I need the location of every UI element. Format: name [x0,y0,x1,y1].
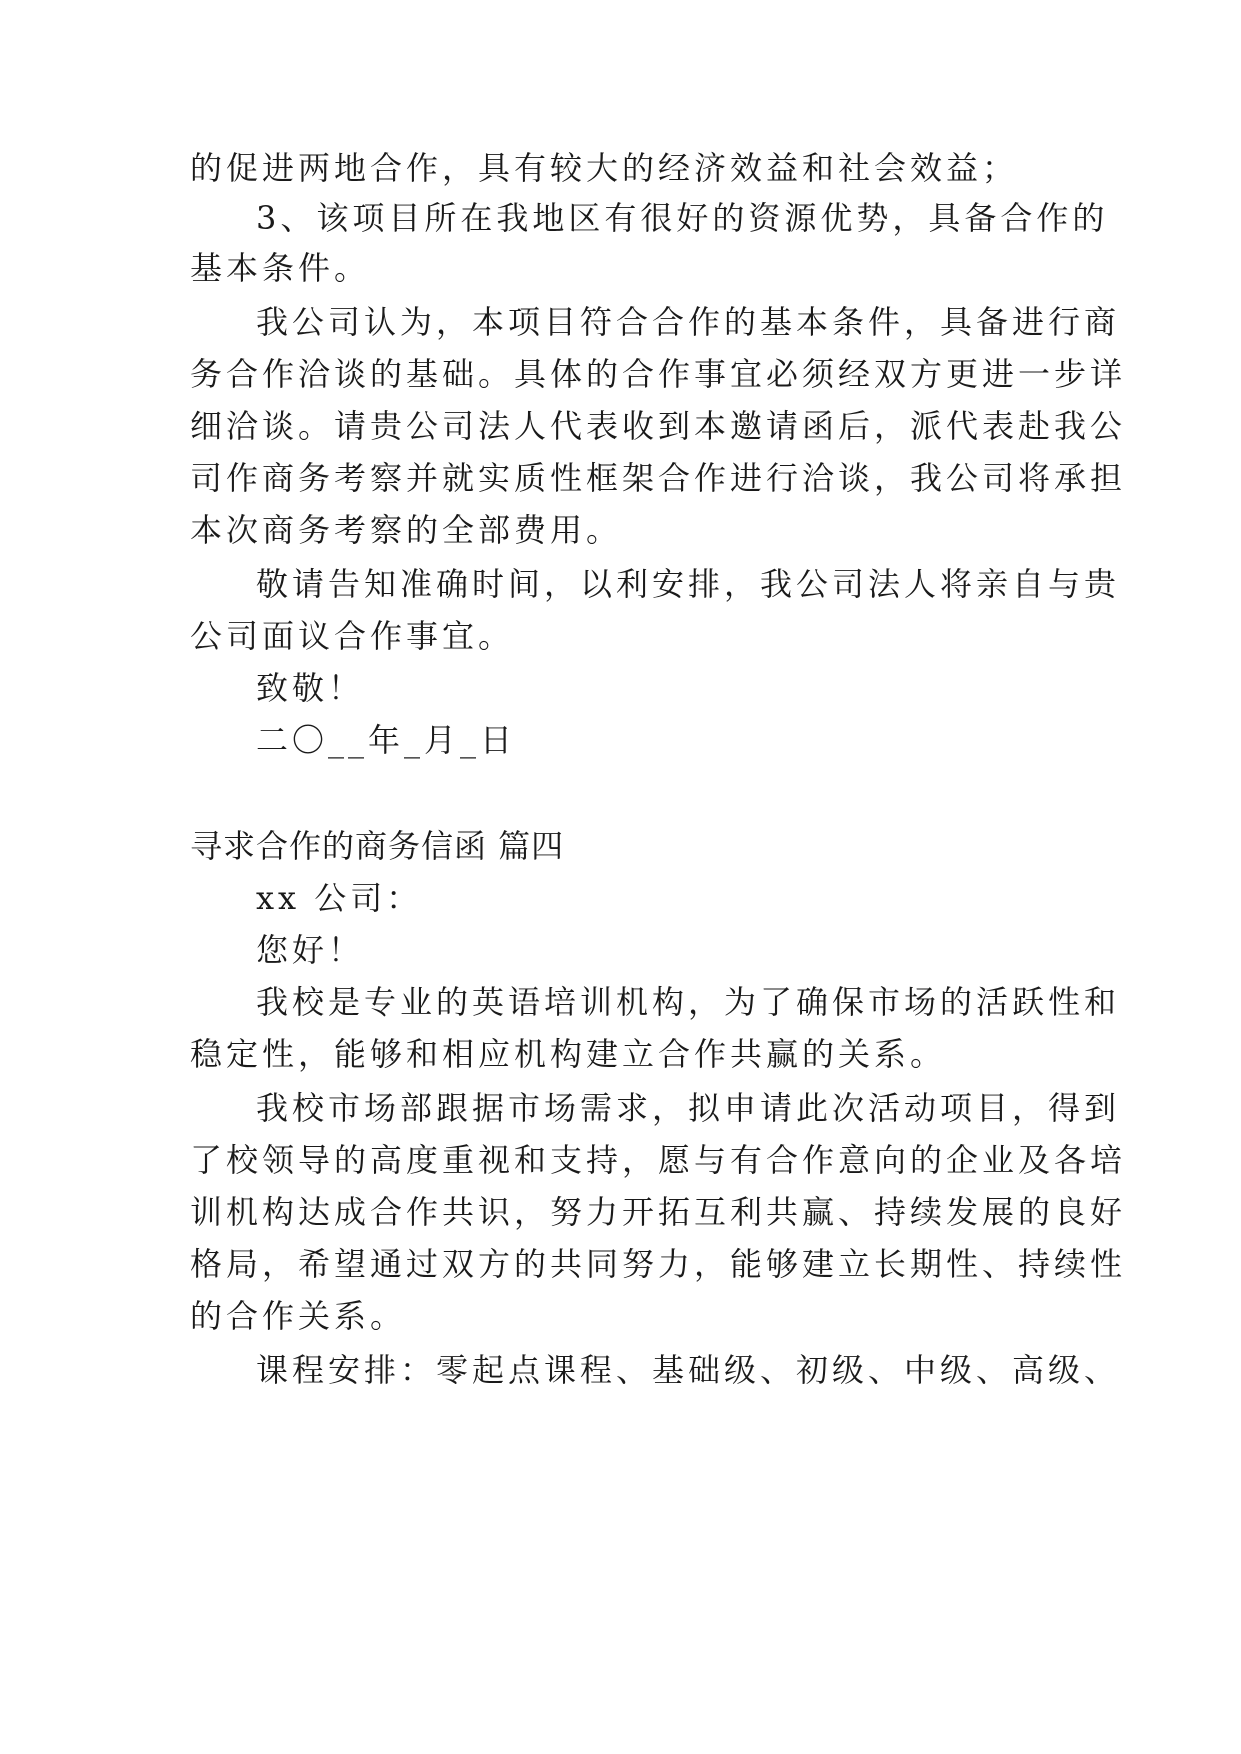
paragraph-line: 我校市场部跟据市场需求，拟申请此次活动项目，得到 [256,1089,1121,1127]
paragraph-line: 我公司认为，本项目符合合作的基本条件，具备进行商 [256,303,1121,341]
addressee: xx 公司： [256,879,423,917]
paragraph-line: 敬请告知准确时间，以利安排，我公司法人将亲自与贵 [256,565,1121,603]
paragraph-line: 务合作洽谈的基础。具体的合作事宜必须经双方更进一步详 [190,355,1127,393]
list-item-3-line: 基本条件。 [190,249,371,287]
paragraph-line: 细洽谈。请贵公司法人代表收到本邀请函后，派代表赴我公 [190,407,1127,445]
section-title: 寻求合作的商务信函 篇四 [190,827,565,865]
greeting: 您好！ [256,931,365,969]
paragraph-line: 的合作关系。 [190,1297,407,1335]
courses-line: 课程安排：零起点课程、基础级、初级、中级、高级、 [256,1351,1121,1389]
paragraph-line: 司作商务考察并就实质性框架合作进行洽谈，我公司将承担 [190,459,1127,497]
paragraph-line: 公司面议合作事宜。 [190,617,515,655]
date-line: 二〇__年_月_日 [256,721,517,759]
paragraph-line: 了校领导的高度重视和支持，愿与有合作意向的企业及各培 [190,1141,1127,1179]
paragraph-line: 稳定性，能够和相应机构建立合作共赢的关系。 [190,1035,947,1073]
paragraph-line: 本次商务考察的全部费用。 [190,511,623,549]
list-item-3-line: 3、该项目所在我地区有很好的资源优势，具备合作的 [256,199,1109,237]
paragraph-line: 我校是专业的英语培训机构，为了确保市场的活跃性和 [256,983,1121,1021]
closing-salutation: 致敬！ [256,669,365,707]
paragraph-line: 训机构达成合作共识，努力开拓互利共赢、持续发展的良好 [190,1193,1127,1231]
paragraph-line: 的促进两地合作，具有较大的经济效益和社会效益； [190,149,1019,187]
paragraph-line: 格局，希望通过双方的共同努力，能够建立长期性、持续性 [190,1245,1127,1283]
